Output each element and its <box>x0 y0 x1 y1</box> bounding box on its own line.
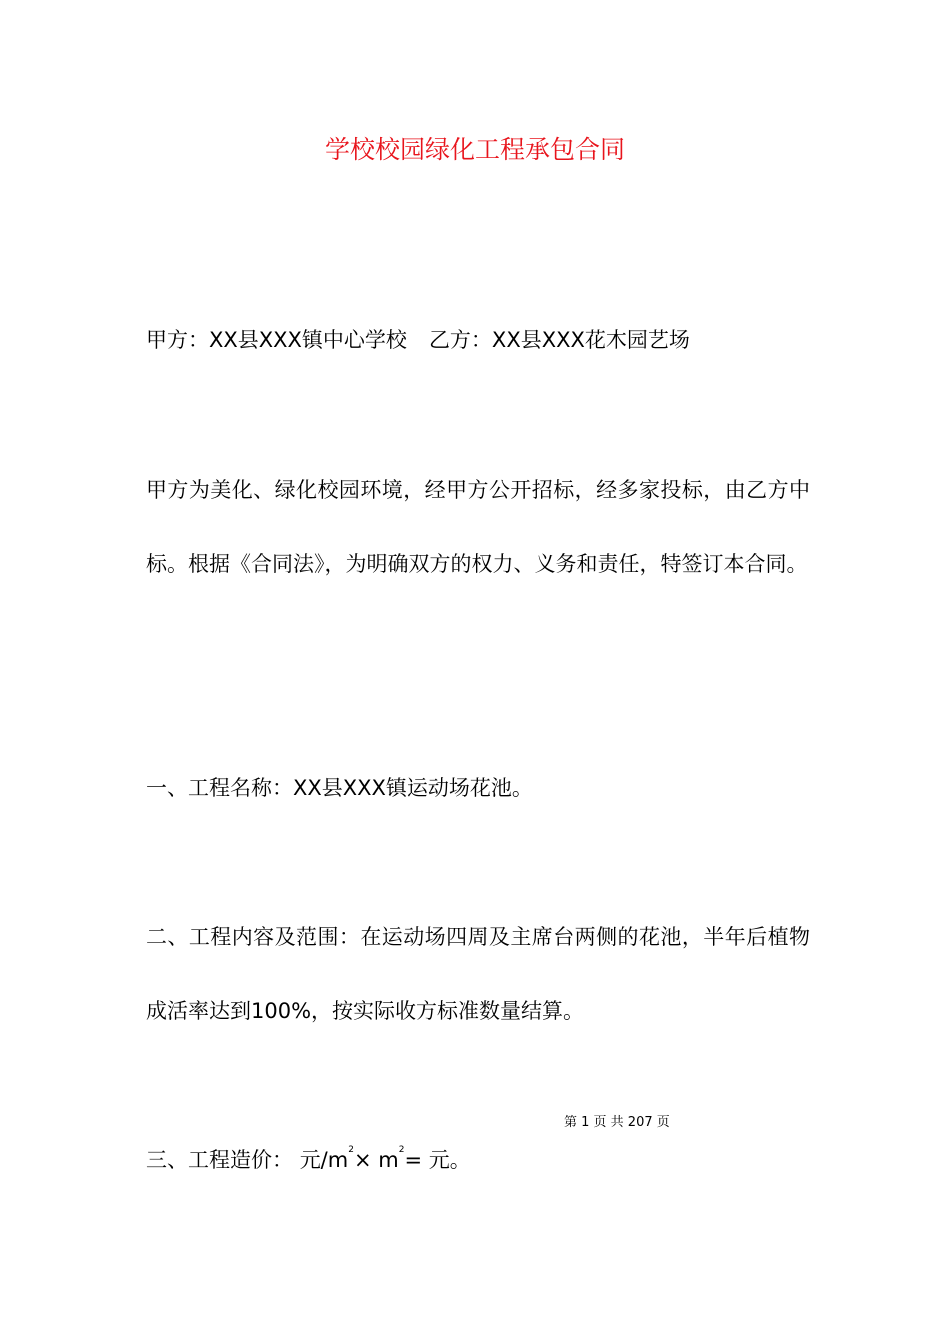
document-title: 学校校园绿化工程承包合同 <box>324 135 625 164</box>
intro-paragraph: 甲方为美化、绿化校园环境，经甲方公开招标，经多家投标，由乙方中标。根据《合同法》，为明确双方的权力、义务和责任，特签订本合同。 <box>146 478 810 576</box>
clause-project-scope: 二、工程内容及范围：在运动场四周及主席台两侧的花池，半年后植物成活率达到100%，按实际收方标准数量结算。 <box>146 925 810 1023</box>
clause-project-name: 一、工程名称：XX县XXX镇运动场花池。 <box>146 776 533 800</box>
page-number: 第 1 页 共 207 页 <box>564 1115 670 1130</box>
party-a: 甲方：XX县XXX镇中心学校 <box>146 328 407 352</box>
area-text: × m <box>353 1148 399 1172</box>
total-text: = 元。 <box>404 1148 471 1172</box>
cost-label: 三、工程造价： <box>146 1148 293 1172</box>
unit-superscript: 2 <box>348 1145 354 1155</box>
clause-project-cost <box>146 1145 810 1175</box>
area-superscript: 2 <box>398 1145 405 1155</box>
party-b: 乙方：XX县XXX花木园艺场 <box>428 328 690 352</box>
parties-line <box>146 325 810 355</box>
unit-price-text: 元/m <box>299 1148 349 1172</box>
